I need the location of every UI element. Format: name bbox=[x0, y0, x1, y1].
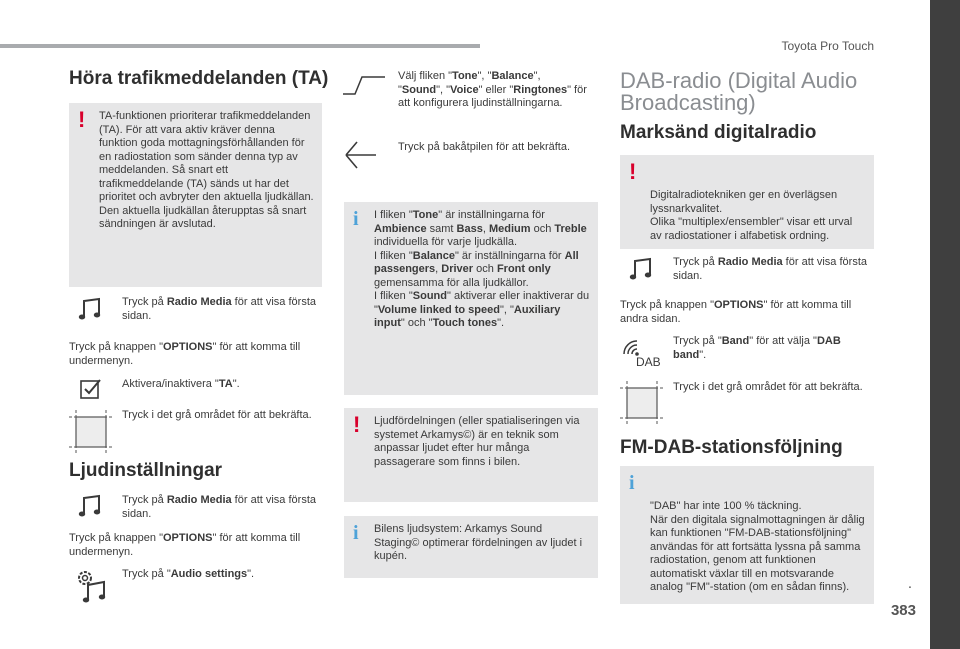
section-title-fm-dab: FM-DAB-stationsföljning bbox=[620, 437, 843, 458]
warning-icon: ! bbox=[78, 107, 86, 132]
section-title-dab: DAB-radio (Digital Audio Broadcasting) bbox=[620, 68, 858, 115]
step-radio-media: Tryck på Radio Media för att visa första sidan. bbox=[673, 256, 867, 282]
running-header: Toyota Pro Touch bbox=[781, 39, 874, 53]
chapter-side-strip bbox=[930, 0, 960, 649]
warning-icon: ! bbox=[353, 412, 361, 437]
step-radio-media: Tryck på Radio Media för att visa första sidan. bbox=[122, 296, 316, 322]
step-select-tab: Välj fliken "Tone", "Balance", "Sound", "Voice" eller "Ringtones" för att konfigurera ljudinställningarna. bbox=[398, 70, 587, 109]
warning-icon: ! bbox=[629, 159, 637, 184]
audio-settings-icon bbox=[74, 568, 108, 604]
section-subtitle-terrestrial: Marksänd digitalradio bbox=[620, 122, 817, 143]
warning-note-digital: ! Digitalradiotekniken ger en överlägsen lyssnarkvalitet. Olika "multiplex/ensembler" visar ett urval av radiostationer i alfabetisk ordning. bbox=[620, 155, 874, 249]
dab-icon bbox=[620, 336, 664, 370]
music-note-icon bbox=[77, 493, 103, 519]
info-icon: i bbox=[629, 472, 635, 494]
warning-note-arkamys: ! Ljudfördelningen (eller spatialiseringen via systemet Arkamys©) är en teknik som anpassar ljudet efter hur många passagerare som finns i bilen. bbox=[344, 408, 598, 502]
page-number: 383 bbox=[890, 602, 916, 619]
section-title-audio: Ljudinställningar bbox=[69, 460, 223, 481]
music-note-icon bbox=[77, 296, 103, 322]
info-note-fm-dab: i "DAB" har inte 100 % täckning. När den digitala signalmottagningen är dålig kan funktionen "FM-DAB-stationsföljning" användas för att fortsätta lyssna på samma radiostation, genom att funktionen automatiskt växlar till en motsvarande analog "FM"-station (om en sådan finns). bbox=[620, 466, 874, 604]
step-band: Tryck på "Band" för att välja "DAB band". bbox=[673, 335, 841, 361]
back-arrow-icon bbox=[344, 138, 378, 172]
step-radio-media: Tryck på Radio Media för att visa första sidan. bbox=[122, 494, 316, 520]
continue-mark: . bbox=[907, 575, 912, 592]
step-audio-settings: Tryck på "Audio settings". bbox=[122, 568, 255, 580]
grey-area-icon bbox=[69, 410, 113, 454]
music-note-icon bbox=[628, 256, 654, 282]
step-confirm-grey: Tryck i det grå området för att bekräfta. bbox=[673, 381, 863, 393]
para-options: Tryck på knappen "OPTIONS" för att komma till undermenyn. bbox=[69, 532, 301, 558]
step-toggle-ta: Aktivera/inaktivera "TA". bbox=[122, 378, 240, 390]
para-options: Tryck på knappen "OPTIONS" för att komma till undermenyn. bbox=[69, 341, 301, 367]
info-note-sound-staging: i Bilens ljudsystem: Arkamys Sound Staging© optimerar fördelningen av ljudet i kupén. bbox=[344, 516, 598, 578]
info-icon: i bbox=[353, 522, 359, 544]
top-rule bbox=[0, 44, 480, 48]
dab-icon-label: DAB bbox=[636, 355, 661, 369]
step-confirm-grey: Tryck i det grå området för att bekräfta. bbox=[122, 409, 312, 421]
checkbox-icon bbox=[80, 378, 102, 400]
info-icon: i bbox=[353, 208, 359, 230]
grey-area-icon bbox=[620, 381, 664, 425]
warning-note-ta bbox=[69, 103, 322, 287]
step-back-arrow: Tryck på bakåtpilen för att bekräfta. bbox=[398, 141, 571, 153]
info-note-tabs: i I fliken "Tone" är inställningarna för Ambience samt Bass, Medium och Treble individuella för varje ljudkälla. I fliken "Balance" är inställningarna för All passengers, Driver och Front only gemensamma för alla ljudkällor. I fliken "Sound" aktiverar eller inaktiverar du "Volume linked to speed", "Auxiliary input" och "Touch tones". bbox=[344, 202, 598, 395]
tab-icon bbox=[342, 74, 386, 96]
warning-note-text: TA-funktionen prioriterar trafikmeddelanden (TA). För att vara aktiv kräver denna funktion goda mottagningsförhållanden för en radiostation som sänder denna typ av meddelanden. Så snart ett trafikmeddelande (TA) sänds ut har det prioritet och avbryter den aktuella ljudkällan. Den aktuella ljudkällan återupptas så snart sändningen är avslutad. bbox=[99, 110, 314, 230]
section-title-ta: Höra trafikmeddelanden (TA) bbox=[69, 68, 329, 89]
para-options: Tryck på knappen "OPTIONS" för att komma till andra sidan. bbox=[620, 299, 852, 325]
